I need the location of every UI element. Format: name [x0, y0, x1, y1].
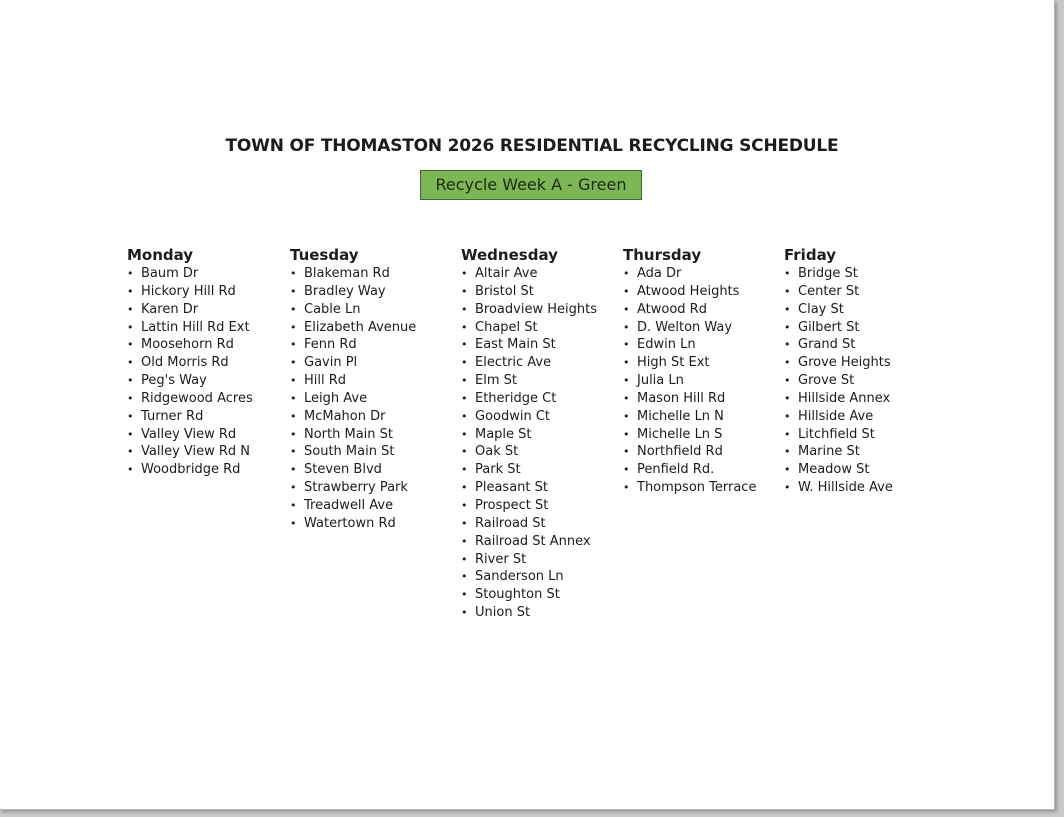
street-item: • Park St — [461, 461, 597, 479]
street-item: • Treadwell Ave — [290, 497, 416, 515]
street-list — [290, 265, 416, 533]
day-column-monday — [127, 245, 253, 479]
street-item: • Grove Heights — [784, 354, 893, 372]
street-item: • Railroad St — [461, 515, 597, 533]
street-item: • Elm St — [461, 372, 597, 390]
street-list — [784, 265, 893, 497]
street-item: • Valley View Rd — [127, 426, 253, 444]
street-item: • Thompson Terrace — [623, 479, 756, 497]
street-item: • Watertown Rd — [290, 515, 416, 533]
day-heading: Wednesday — [461, 246, 558, 264]
street-item: • Blakeman Rd — [290, 265, 416, 283]
street-item: • Michelle Ln S — [623, 426, 756, 444]
street-item: • Litchfield St — [784, 426, 893, 444]
street-item: • Julia Ln — [623, 372, 756, 390]
street-item: • Lattin Hill Rd Ext — [127, 319, 253, 337]
street-item: • Turner Rd — [127, 408, 253, 426]
street-item: • Union St — [461, 604, 597, 622]
street-item: • Old Morris Rd — [127, 354, 253, 372]
day-heading: Monday — [127, 246, 194, 264]
street-item: • Elizabeth Avenue — [290, 319, 416, 337]
street-item: • Atwood Rd — [623, 301, 756, 319]
street-item: • Railroad St Annex — [461, 533, 597, 551]
street-item: • Hill Rd — [290, 372, 416, 390]
street-item: • Grand St — [784, 336, 893, 354]
street-item: • Marine St — [784, 443, 893, 461]
day-heading: Tuesday — [290, 246, 359, 264]
street-item: • Baum Dr — [127, 265, 253, 283]
street-list — [127, 265, 253, 479]
street-item: • Chapel St — [461, 319, 597, 337]
street-item: • Etheridge Ct — [461, 390, 597, 408]
street-item: • Center St — [784, 283, 893, 301]
street-item: • D. Welton Way — [623, 319, 756, 337]
street-item: • W. Hillside Ave — [784, 479, 893, 497]
street-item: • Altair Ave — [461, 265, 597, 283]
street-item: • Electric Ave — [461, 354, 597, 372]
week-badge: Recycle Week A - Green — [420, 170, 642, 200]
street-item: • Hillside Annex — [784, 390, 893, 408]
street-item: • Ridgewood Acres — [127, 390, 253, 408]
street-item: • Strawberry Park — [290, 479, 416, 497]
street-item: • Hickory Hill Rd — [127, 283, 253, 301]
street-item: • High St Ext — [623, 354, 756, 372]
street-item: • East Main St — [461, 336, 597, 354]
street-item: • Michelle Ln N — [623, 408, 756, 426]
street-item: • Valley View Rd N — [127, 443, 253, 461]
street-item: • Gavin Pl — [290, 354, 416, 372]
street-item: • South Main St — [290, 443, 416, 461]
street-item: • Cable Ln — [290, 301, 416, 319]
street-item: • Meadow St — [784, 461, 893, 479]
day-heading: Friday — [784, 246, 837, 264]
street-item: • Moosehorn Rd — [127, 336, 253, 354]
day-column-wednesday — [461, 245, 597, 622]
street-item: • Gilbert St — [784, 319, 893, 337]
street-item: • Peg's Way — [127, 372, 253, 390]
street-item: • Pleasant St — [461, 479, 597, 497]
street-item: • Stoughton St — [461, 586, 597, 604]
street-item: • Northfield Rd — [623, 443, 756, 461]
street-item: • Leigh Ave — [290, 390, 416, 408]
street-item: • Atwood Heights — [623, 283, 756, 301]
street-item: • North Main St — [290, 426, 416, 444]
street-item: • McMahon Dr — [290, 408, 416, 426]
street-list — [623, 265, 756, 497]
street-item: • Goodwin Ct — [461, 408, 597, 426]
day-column-thursday — [623, 245, 756, 497]
street-item: • Mason Hill Rd — [623, 390, 756, 408]
street-item: • Hillside Ave — [784, 408, 893, 426]
street-item: • Oak St — [461, 443, 597, 461]
street-item: • Grove St — [784, 372, 893, 390]
street-item: • Clay St — [784, 301, 893, 319]
day-column-friday — [784, 245, 893, 497]
street-item: • Bristol St — [461, 283, 597, 301]
street-item: • Steven Blvd — [290, 461, 416, 479]
street-item: • River St — [461, 551, 597, 569]
street-item: • Sanderson Ln — [461, 568, 597, 586]
street-item: • Bridge St — [784, 265, 893, 283]
street-item: • Maple St — [461, 426, 597, 444]
day-heading: Thursday — [623, 246, 702, 264]
document-title: TOWN OF THOMASTON 2026 RESIDENTIAL RECYCLING SCHEDULE — [225, 136, 839, 156]
street-item: • Prospect St — [461, 497, 597, 515]
street-item: • Broadview Heights — [461, 301, 597, 319]
day-column-tuesday — [290, 245, 416, 533]
street-item: • Penfield Rd. — [623, 461, 756, 479]
street-item: • Woodbridge Rd — [127, 461, 253, 479]
street-item: • Karen Dr — [127, 301, 253, 319]
street-item: • Ada Dr — [623, 265, 756, 283]
street-item: • Bradley Way — [290, 283, 416, 301]
street-item: • Edwin Ln — [623, 336, 756, 354]
street-list — [461, 265, 597, 622]
street-item: • Fenn Rd — [290, 336, 416, 354]
